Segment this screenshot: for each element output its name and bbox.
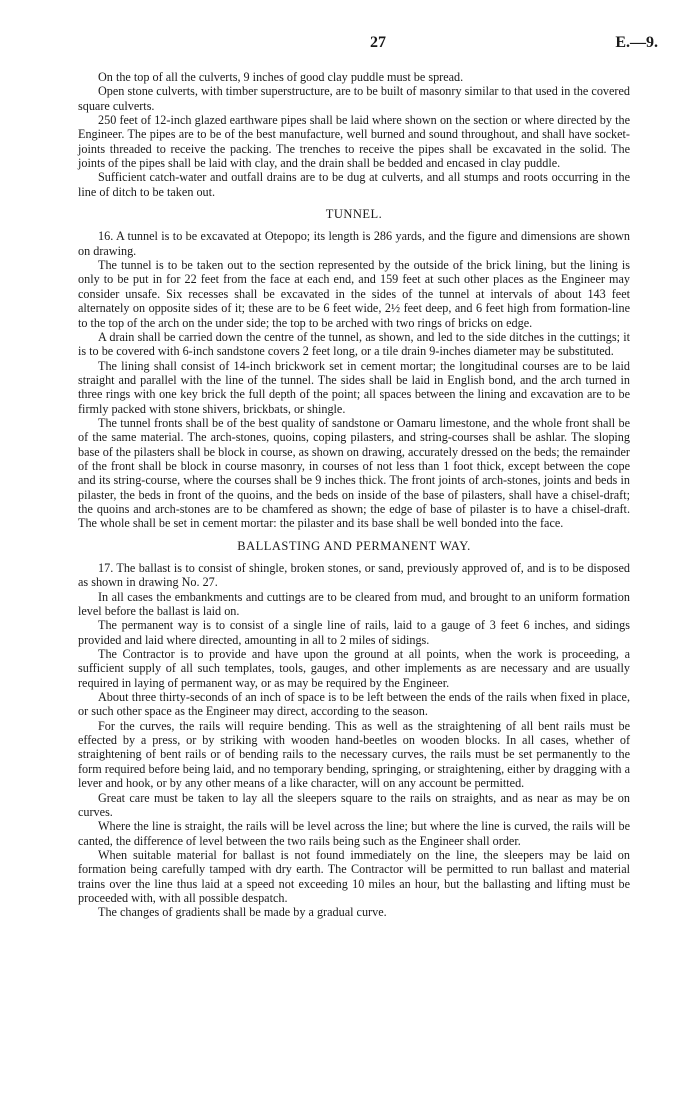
tunnel-section [78,229,630,530]
section-heading-ballasting: BALLASTING AND PERMANENT WAY. [237,538,471,553]
paragraph: 16. A tunnel is to be excavated at Otepopo; its length is 286 yards, and the figure and dimensions are shown on drawing. [78,229,630,258]
paragraph: The Contractor is to provide and have upon the ground at all points, when the work is proceeding, a sufficient supply of all such templates, tools, gauges, and other implements as are necessary and are usually required in laying of permanent way, or as may be required by the Engineer. [78,647,630,690]
paragraph: 17. The ballast is to consist of shingle, broken stones, or sand, previously approved of, and is to be disposed as shown in drawing No. 27. [78,561,630,590]
paragraph: 250 feet of 12-inch glazed earthware pipes shall be laid where shown on the section or where directed by the Engineer. The pipes are to be of the best manufacture, well burned and sound throughout, and shall have socket-joints threaded to receive the packing. The trenches to receive the pipes shall be excavated in the solid. The joints of the pipes shall be laid with clay, and the drain shall be bedded and encased in clay puddle. [78,113,630,171]
document-code: E.—9. [615,34,658,51]
paragraph: On the top of all the culverts, 9 inches of good clay puddle must be spread. [98,70,464,84]
paragraph: The changes of gradients shall be made by a gradual curve. [98,905,387,920]
document-body [78,70,630,920]
paragraph: In all cases the embankments and cuttings are to be cleared from mud, and brought to an uniform formation level before the ballast is laid on. [78,589,630,619]
paragraph: When suitable material for ballast is not found immediately on the line, the sleepers may be laid on formation being carefully tamped with dry earth. The Contractor will be permitted to run ballast and material trains over the line thus laid at a speed not exceeding 10 miles an hour, but the ballasting and lifting must be proceeded with, with all possible despatch. [78,847,630,905]
section-heading-tunnel: TUNNEL. [325,207,383,222]
culverts-section [78,70,630,199]
paragraph: Great care must be taken to lay all the sleepers square to the rails on straights, and as near as may be on curves. [78,790,630,819]
paragraph: Sufficient catch-water and outfall drains are to be dug at culverts, and all stumps and roots occurring in the line of ditch to be taken out. [78,170,630,199]
paragraph: A drain shall be carried down the centre of the tunnel, as shown, and led to the side ditches in the cuttings; it is to be covered with 6-inch sandstone covers 2 feet long, or a tile drain 9-inches diameter may be substituted. [78,329,630,359]
paragraph: Where the line is straight, the rails will be level across the line; but where the line is curved, the rails will be canted, the difference of level between the two rails being such as the Engineer shall order. [78,819,630,848]
page-header [98,36,658,54]
ballasting-section [78,561,630,920]
paragraph: For the curves, the rails will require bending. This as well as the straightening of all bent rails must be effected by a press, or by striking with wooden hand-beetles on wooden blocks. In all cases, whether of straightening of bent rails or of bending rails to the necessary curves, the rails must be set permanently to the form required before being laid, and no temporary bending, springing, or straightening, either by dragging with a lever and hook, or by any other means of a like character, will on any account be permitted. [78,718,630,791]
paragraph: About three thirty-seconds of an inch of space is to be left between the ends of the rails when fixed in place, or such other space as the Engineer may direct, according to the season. [78,690,630,719]
paragraph: The tunnel fronts shall be of the best quality of sandstone or Oamaru limestone, and the whole front shall be of the same material. The arch-stones, quoins, coping pilasters, and string-courses shall be ashlar. The sloping base of the pilasters shall be block in course, as shown on drawing, accurately dressed on the beds; the remainder of the front shall be block in course masonry, in courses of not less than 1 foot thick, except between the cope and its string-course, where the courses shall be 9 inches thick. The front joints of arch-stones, joints and beds in pilaster, the beds in front of the quoins, and the beds on inside of the base of pilasters, shall have a chisel-draft; the quoins and arch-stones are to be chamfered as shown; the edge of base of pilaster is to have a chisel-draft. The whole shall be set in cement mortar: the pilaster and its base shall be well bonded into the face. [78,415,630,531]
page-number: 27 [370,34,386,51]
paragraph: The lining shall consist of 14-inch brickwork set in cement mortar; the longitudinal courses are to be laid straight and parallel with the line of the tunnel. The sides shall be laid in English bond, and the arch turned in three rings with one key brick the full depth of the point; all spaces between the lining and excavation are to be firmly packed with stone shivers, brickbats, or shingle. [78,358,630,416]
paragraph: The permanent way is to consist of a single line of rails, laid to a gauge of 3 feet 6 inches, and sidings provided and laid where directed, amounting in all to 2 miles of sidings. [78,618,630,647]
paragraph: Open stone culverts, with timber superstructure, are to be built of masonry similar to that used in the covered square culverts. [78,84,630,113]
paragraph: The tunnel is to be taken out to the section represented by the outside of the brick lining, but the lining is only to be put in for 22 feet from the face at each end, and 159 feet at such other places as the Engineer may consider unsafe. Six recesses shall be excavated in the sides of the tunnel at intervals of about 143 feet alternately on opposite sides of it; these are to be 6 feet wide, 2½ feet deep, and 6 feet high from formation-line to the top of the arch on the under side; the top to be arched with two rings of bricks on edge. [78,258,630,330]
